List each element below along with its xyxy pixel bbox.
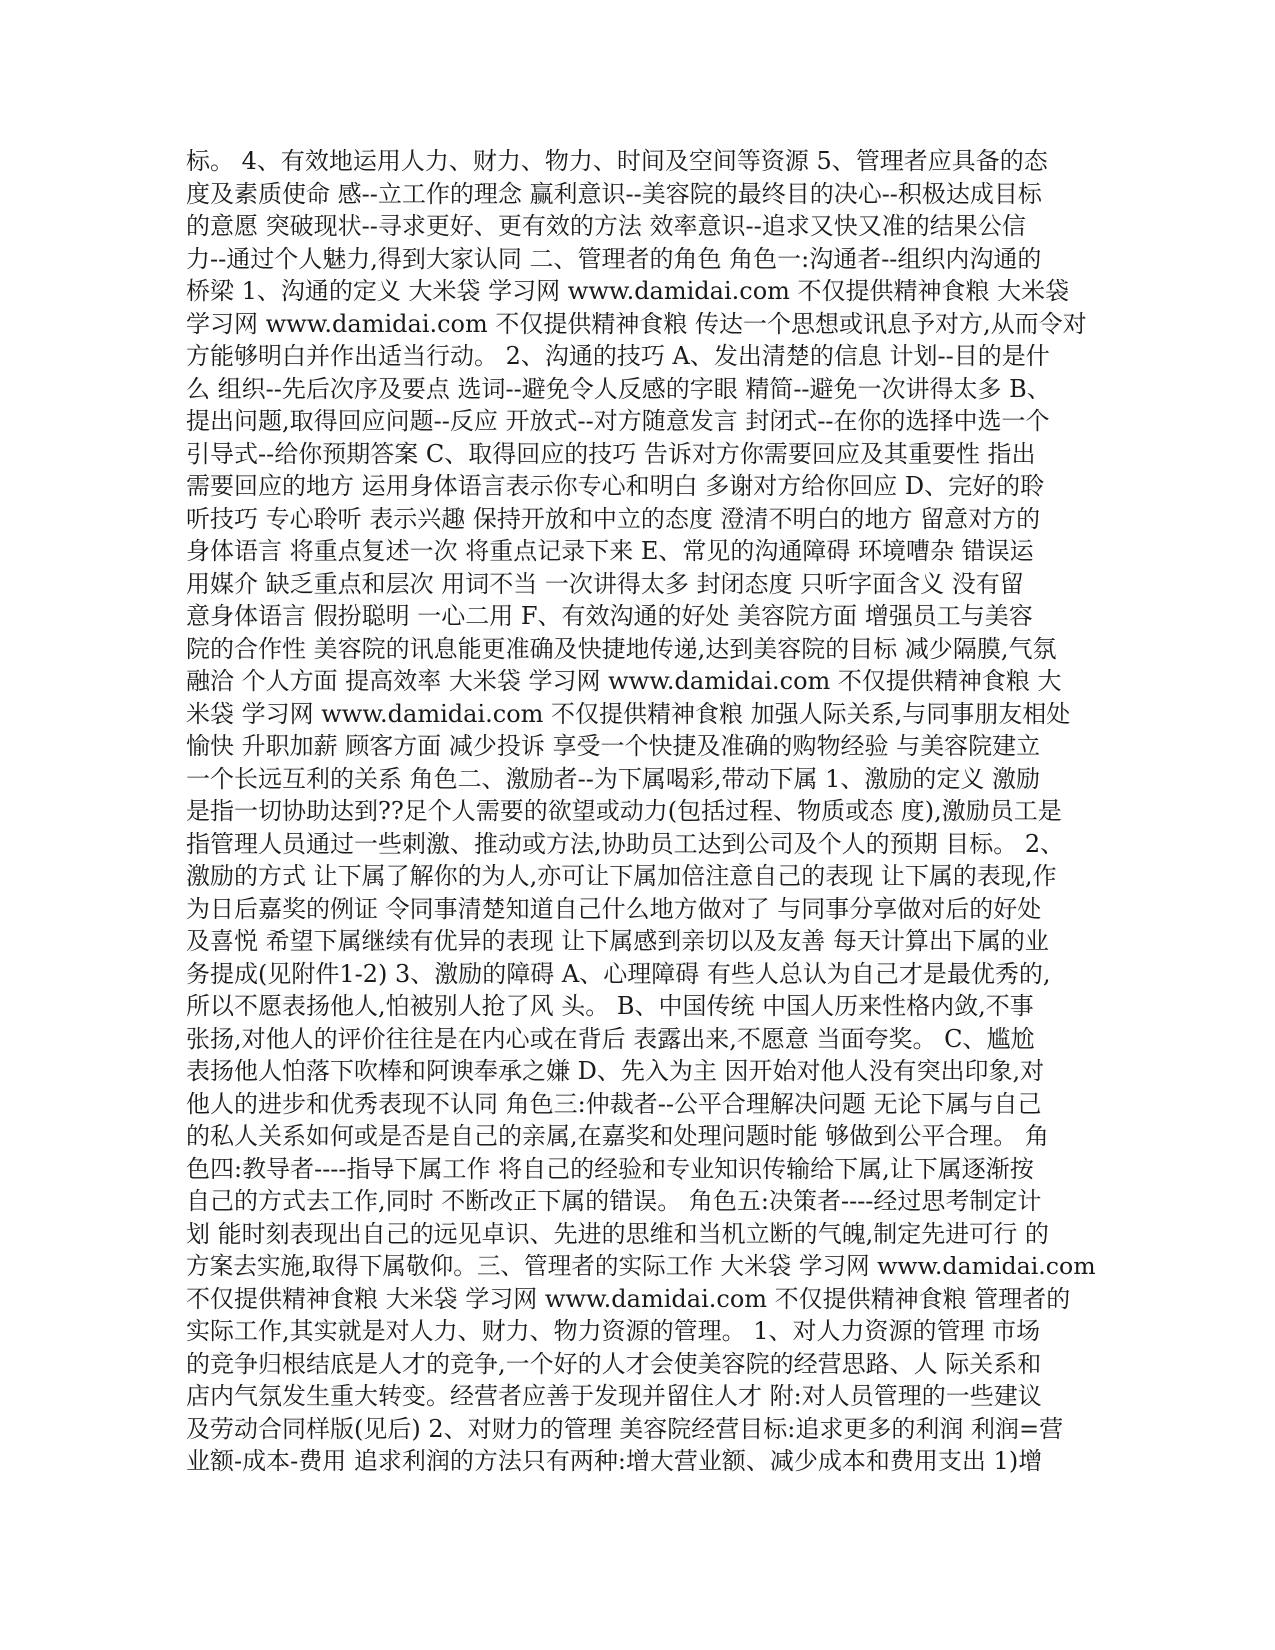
text-line: 引导式--给你预期答案 C、取得回应的技巧 告诉对方你需要回应及其重要性 指出	[186, 439, 1036, 468]
text-line: 指管理人员通过一些刺激、推动或方法,协助员工达到公司及个人的预期 目标。 2、	[186, 829, 1065, 858]
text-line: 不仅提供精神食粮 大米袋 学习网 www.damidai.com 不仅提供精神食粮 管理者的	[186, 1284, 1071, 1313]
text-line: 身体语言 将重点复述一次 将重点记录下来 E、常见的沟通障碍 环境嘈杂 错误运	[186, 537, 1034, 565]
text-line: 提出问题,取得回应问题--反应 开放式--对方随意发言 封闭式--在你的选择中选一个	[186, 407, 1050, 435]
text-line: 务提成(见附件1-2) 3、激励的障碍 A、心理障碍 有些人总认为自己才是最优秀的,	[186, 959, 1051, 988]
text-line: 自己的方式去工作,同时 不断改正下属的错误。 角色五:决策者----经过思考制定计	[186, 1187, 1042, 1215]
text-line: 力--通过个人魅力,得到大家认同 二、管理者的角色 角色一:沟通者--组织内沟通的	[186, 244, 1042, 273]
text-line: 张扬,对他人的评价往往是在内心或在背后 表露出来,不愿意 当面夸奖。 C、尴尬	[186, 1024, 1035, 1053]
text-line: 度及素质使命 感--立工作的理念 赢利意识--美容院的最终目的决心--积极达成目标	[186, 179, 1042, 208]
text-line: 实际工作,其实就是对人力、财力、物力资源的管理。 1、对人力资源的管理 市场	[186, 1317, 1041, 1345]
text-line: 为日后嘉奖的例证 令同事清楚知道自己什么地方做对了 与同事分享做对后的好处	[186, 894, 1042, 923]
text-line: 一个长远互利的关系 角色二、激励者--为下属喝彩,带动下属 1、激励的定义 激励	[186, 764, 1041, 793]
text-line: 方能够明白并作出适当行动。 2、沟通的技巧 A、发出清楚的信息 计划--目的是什	[186, 342, 1050, 370]
text-line: 色四:教导者----指导下属工作 将自己的经验和专业知识传输给下属,让下属逐渐按	[186, 1154, 1034, 1183]
text-line: 业额-成本-费用 追求利润的方法只有两种:增大营业额、减少成本和费用支出 1)增	[186, 1447, 1043, 1475]
text-line: 学习网 www.damidai.com 不仅提供精神食粮 传达一个思想或讯息予对方,从而令对	[186, 309, 1087, 338]
text-line: 的竞争归根结底是人才的竞争,一个好的人才会使美容院的经营思路、人 际关系和	[186, 1349, 1042, 1378]
text-line: 的私人关系如何或是否是自己的亲属,在嘉奖和处理问题时能 够做到公平合理。 角	[186, 1122, 1049, 1150]
text-line: 及劳动合同样版(见后) 2、对财力的管理 美容院经营目标:追求更多的利润 利润=营	[186, 1414, 1064, 1443]
text-line: 么 组织--先后次序及要点 选词--避免令人反感的字眼 精简--避免一次讲得太多 B、	[186, 374, 1051, 403]
text-line: 标。 4、有效地运用人力、财力、物力、时间及空间等资源 5、管理者应具备的态	[186, 147, 1048, 175]
text-line: 的意愿 突破现状--寻求更好、更有效的方法 效率意识--追求又快又准的结果公信	[186, 212, 1026, 240]
text-line: 所以不愿表扬他人,怕被别人抢了风 头。 B、中国传统 中国人历来性格内敛,不事	[186, 992, 1034, 1020]
text-line: 桥梁 1、沟通的定义 大米袋 学习网 www.damidai.com 不仅提供精神食粮 大米袋	[186, 277, 1070, 305]
text-line: 店内气氛发生重大转变。经营者应善于发现并留住人才 附:对人员管理的一些建议	[186, 1382, 1042, 1410]
text-line: 愉快 升职加薪 顾客方面 减少投诉 享受一个快捷及准确的购物经验 与美容院建立	[186, 732, 1041, 760]
text-line: 听技巧 专心聆听 表示兴趣 保持开放和中立的态度 澄清不明白的地方 留意对方的	[186, 504, 1041, 533]
body-text	[186, 145, 1096, 1478]
text-line: 院的合作性 美容院的讯息能更准确及快捷地传递,达到美容院的目标 减少隔膜,气氛	[186, 634, 1057, 663]
text-line: 他人的进步和优秀表现不认同 角色三:仲裁者--公平合理解决问题 无论下属与自己	[186, 1089, 1042, 1118]
text-line: 米袋 学习网 www.damidai.com 不仅提供精神食粮 加强人际关系,与同事朋友相处	[186, 699, 1071, 728]
text-line: 划 能时刻表现出自己的远见卓识、先进的思维和当机立断的气魄,制定先进可行 的	[186, 1219, 1049, 1248]
text-line: 需要回应的地方 运用身体语言表示你专心和明白 多谢对方给你回应 D、完好的聆	[186, 472, 1045, 500]
text-line: 融洽 个人方面 提高效率 大米袋 学习网 www.damidai.com 不仅提供精神食粮 大	[186, 667, 1062, 695]
text-line: 激励的方式 让下属了解你的为人,亦可让下属加倍注意自己的表现 让下属的表现,作	[186, 862, 1057, 890]
text-line: 方案去实施,取得下属敬仰。三、管理者的实际工作 大米袋 学习网 www.damidai.com	[186, 1252, 1096, 1280]
text-line: 意身体语言 假扮聪明 一心二用 F、有效沟通的好处 美容院方面 增强员工与美容	[186, 602, 1033, 630]
text-line: 及喜悦 希望下属继续有优异的表现 让下属感到亲切以及友善 每天计算出下属的业	[186, 927, 1049, 955]
text-line: 表扬他人怕落下吹棒和阿谀奉承之嫌 D、先入为主 因开始对他人没有突出印象,对	[186, 1057, 1045, 1085]
text-line: 是指一切协助达到??足个人需要的欲望或动力(包括过程、物质或态 度),激励员工是	[186, 797, 1062, 825]
text-line: 用媒介 缺乏重点和层次 用词不当 一次讲得太多 封闭态度 只听字面含义 没有留	[186, 569, 1024, 598]
